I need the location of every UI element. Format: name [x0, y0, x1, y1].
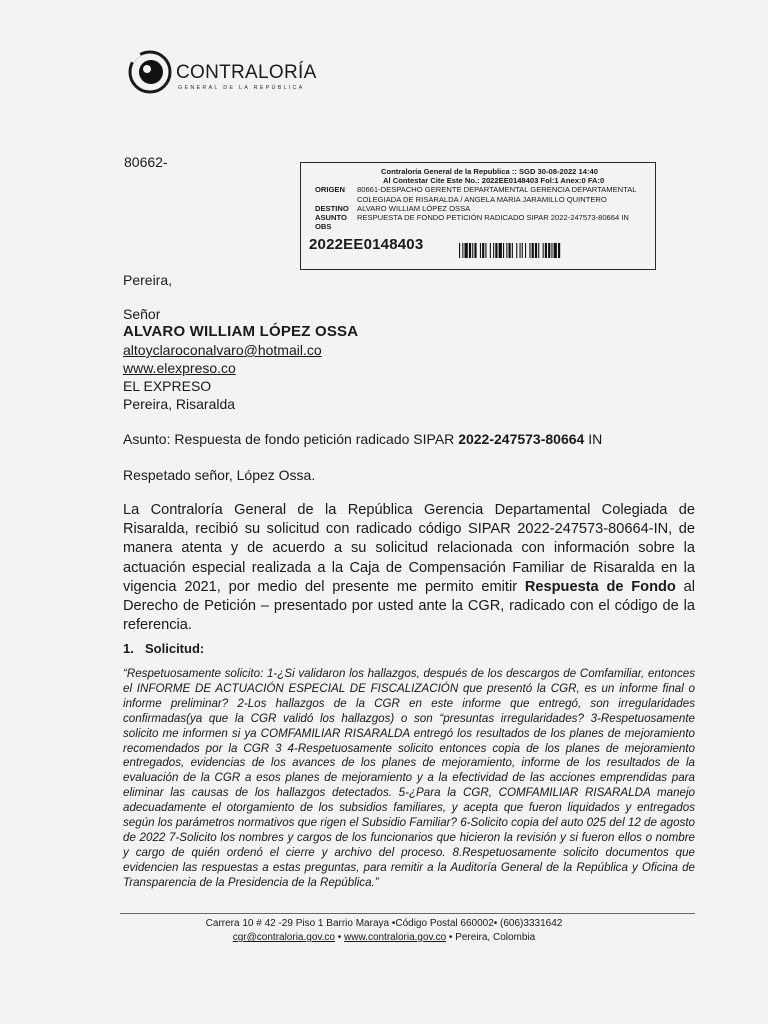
- intro-text-1: La Contraloría General de la República Gerencia Departamental Colegiada de Risaralda, recibió su solicitud con radicado código SIPAR 2022-247573-80664-IN, de manera atenta y de acuerdo a su solicitud relacionada con información sobre la actuación especial realizada a la Caja de Compensación Familiar de Risaralda en la vigencia 2021, por medio del presente me permito emitir: [123, 502, 695, 595]
- stamp-cite: Al Contestar Cite Este No.: 2022EE0148403 Fol:1 Anex:0 FA:0: [383, 176, 605, 185]
- barcode-bar: [535, 243, 537, 258]
- section-heading: [123, 641, 204, 656]
- barcode-bar: [543, 243, 544, 258]
- recipient-website-link[interactable]: www.elexpreso.co: [123, 360, 236, 376]
- barcode-bar: [522, 243, 523, 258]
- subject-line: [123, 431, 602, 447]
- barcode-bar: [554, 243, 557, 258]
- greeting: Respetado señor, López Ossa.: [123, 467, 316, 483]
- barcode-bar: [465, 243, 468, 258]
- barcode-bar: [548, 243, 550, 258]
- city-line: Pereira,: [123, 272, 173, 288]
- intro-paragraph: [123, 501, 695, 635]
- recipient-email-link[interactable]: altoyclaroconalvaro@hotmail.co: [123, 342, 322, 358]
- barcode-bar: [480, 243, 481, 258]
- intro-bold: Respuesta de Fondo: [524, 578, 676, 595]
- barcode-bar: [545, 243, 547, 258]
- barcode-bar: [512, 243, 513, 258]
- stamp-origen-label: ORIGEN: [315, 185, 345, 194]
- stamp-destino-label: DESTINO: [315, 204, 349, 213]
- stamp-destino-value: ALVARO WILLIAM LÓPEZ OSSA: [357, 204, 471, 213]
- barcode-bar: [459, 243, 460, 258]
- contraloria-logo: [126, 46, 326, 106]
- radicado-stamp: [300, 162, 656, 270]
- section-number: 1.: [123, 641, 134, 656]
- stamp-origen-value: 80661-DESPACHO GERENTE DEPARTAMENTAL GERENCIA DEPARTAMENTAL COLEGIADA DE RISARALDA / ANGELA MARIA JARAMILLO QUINTERO: [357, 185, 637, 204]
- barcode-bar: [499, 243, 502, 258]
- stamp-asunto-value: RESPUESTA DE FONDO PETICIÓN RADICADO SIPAR 2022-247573-80664 IN: [357, 213, 629, 222]
- intro-text-2: al Derecho de Petición – presentado por usted ante la CGR, radicado con el código de la referencia.: [123, 578, 695, 634]
- barcode-bar: [469, 243, 471, 258]
- barcode-bar: [503, 243, 504, 258]
- footer-separator: •: [334, 932, 345, 943]
- barcode-bar: [529, 243, 530, 258]
- footer-city: • Pereira, Colombia: [446, 932, 536, 943]
- barcode-bar: [495, 243, 497, 258]
- footer-contact: [0, 932, 768, 943]
- recipient-name: ALVARO WILLIAM LÓPEZ OSSA: [123, 323, 359, 340]
- barcode-bar: [551, 243, 552, 258]
- contraloria-logo-mark-icon: [126, 48, 174, 96]
- footer-email-link[interactable]: cgr@contraloria.gov.co: [232, 932, 335, 943]
- barcode-bar: [472, 243, 473, 258]
- barcode-bar: [525, 243, 526, 258]
- footer-divider: [120, 913, 695, 914]
- barcode-icon: [459, 243, 643, 258]
- footer-web-link[interactable]: www.contraloria.gov.co: [344, 932, 447, 943]
- barcode-bar: [493, 243, 494, 258]
- subject-prefix: Asunto: Respuesta de fondo petición radicado SIPAR: [123, 431, 459, 447]
- barcode-bar: [532, 243, 534, 258]
- barcode-bar: [474, 243, 476, 258]
- recipient-location: Pereira, Risaralda: [123, 396, 236, 412]
- document-number: 80662-: [124, 154, 168, 170]
- barcode-bar: [485, 243, 486, 258]
- barcode-bar: [462, 243, 463, 258]
- barcode-bar: [558, 243, 560, 258]
- barcode-bar: [482, 243, 484, 258]
- stamp-obs-label: OBS: [315, 222, 332, 231]
- stamp-radicado-code: 2022EE0148403: [309, 236, 424, 253]
- request-quote: “Respetuosamente solicito: 1-¿Si validaron los hallazgos, después de los descargos de Comfamiliar, entonces el INFORME DE ACTUACIÓN ESPECIAL DE FISCALIZACIÓN que presentó la CGR, es un informe final o informe preliminar? 2-Los hallazgos de la CGR en este informe que entregó, son irregularidades confirmadas(ya que la CGR validó los hallazgos) o son “presuntas irregularidades? 3-Respetuosamente solicito me informen si ya COMFAMILIAR RISARALDA entregó los resultados de los planes de mejoramiento recomendados por la CGR 3 4-Respetuosamente solicito entonces copia de los planes de mejoramiento entregados, evidencias de los avances de los planes de mejoramiento, informe de los resultados de la evaluación de la CGR a esos planes de mejoramiento y a la efectividad de las acciones emprendidas para eliminar las causas de los hallazgos detectados. 5-¿Para la CGR, COMFAMILIAR RISARALDA manejo adecuadamente el otorgamiento de los subsidios familiares, y acepta que fueron liquidados y entregados según los parámetros normativos que rigen el Subsidio Familiar? 6-Solicito copia del auto 025 del 12 de agosto de 2022 7-Solicito los nombres y cargos de los funcionarios que hicieron la revisión y si fueron ellos o nombre y cargo de quién ordenó el cierre y archivo del proceso. 8.Respetuosamente solicito documentos que evidencien las respuestas a estas preguntas, para remitir a la Auditoría General de la República y Oficina de Transparencia de la Presidencia de la República.”: [123, 667, 695, 889]
- barcode-bar: [509, 243, 511, 258]
- subject-radicado: 2022-247573-80664: [458, 431, 585, 447]
- recipient-company: EL EXPRESO: [123, 378, 212, 394]
- section-title: Solicitud:: [145, 641, 205, 656]
- stamp-header: Contraloría General de la Republica :: SGD 30-08-2022 14:40: [381, 167, 598, 176]
- barcode-bar: [490, 243, 491, 258]
- barcode-bar: [506, 243, 507, 258]
- footer-address: Carrera 10 # 42 -29 Piso 1 Barrio Maraya •Código Postal 660002• (606)3331642: [205, 918, 563, 929]
- stamp-asunto-label: ASUNTO: [315, 213, 347, 222]
- logo-subtitle: GENERAL DE LA REPÚBLICA: [178, 85, 305, 91]
- logo-name: CONTRALORÍA: [176, 62, 317, 83]
- barcode-bar: [516, 243, 517, 258]
- subject-suffix: IN: [584, 431, 603, 447]
- barcode-bar: [520, 243, 521, 258]
- salutation: Señor: [123, 306, 161, 322]
- barcode-bar: [538, 243, 539, 258]
